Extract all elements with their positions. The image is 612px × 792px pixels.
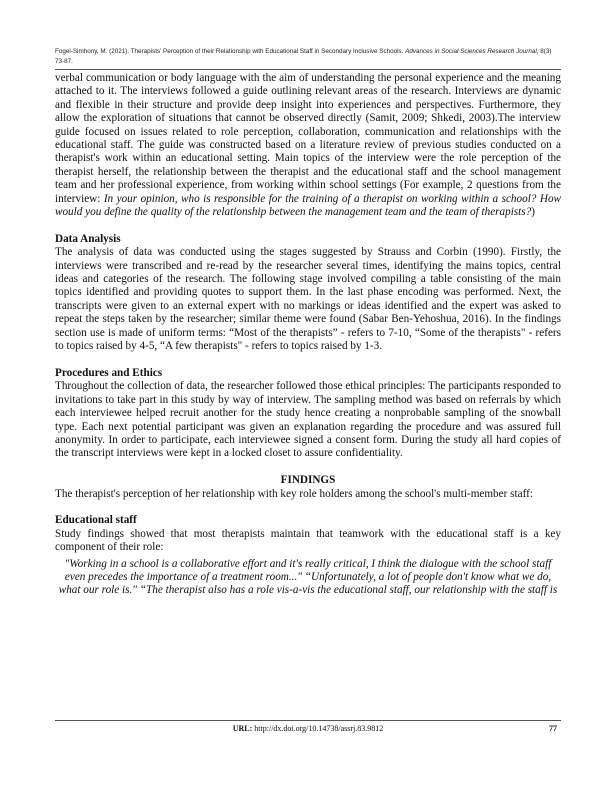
doi-link[interactable]: http://dx.doi.org/10.14738/assrj.83.9812 — [252, 724, 384, 733]
body-text — [55, 72, 561, 598]
heading-findings: FINDINGS — [280, 474, 336, 487]
running-head-citation — [55, 47, 561, 66]
procedures-paragraph: Throughout the collection of data, the researcher followed those ethical principles: The participants responded to invitations to take part in this study by way of interview. The sampling method was based on referrals by which each interviewee helped recruit another for the study hence creating a nonprobable sampling of the snowball type. Each next potential participant was given an explanation regarding the procedure and was assured full anonymity. In order to participate, each interviewee signed a consent form. During the study all hard copies of the transcript interviews were kept in a locked closet to assure confidentiality. — [55, 380, 561, 460]
intro-text: verbal communication or body language with the aim of understanding the personal experience and the meaning attached to it. The interviews followed a guide outlining relevant areas of the research. Interviews are dynamic and flexible in their structure and provide deep insight into experiences and perspectives. Furthermore, they allow the exploration of situations that cannot be observed directly (Samit, 2009; Shkedi, 2003).The interview guide focused on issues related to role perception, collaboration, communication and relationships with the educational staff. The guide was constructed based on a literature review of previous studies conducted on a therapist's work within an educational setting. Main topics of the interview were the role perception of the therapist herself, the relationship between the therapist and the educational staff and the school management team and her professional experience, from working within school settings (For example, 2 questions from the interview: — [55, 72, 561, 205]
url-label: URL: — [232, 724, 253, 733]
intro-tail: ) — [531, 206, 535, 219]
intro-paragraph — [55, 72, 561, 219]
page-number: 77 — [549, 724, 557, 733]
header-rule — [55, 69, 561, 70]
heading-data-analysis: Data Analysis — [55, 232, 121, 245]
spacer — [55, 461, 561, 474]
data-analysis-paragraph: The analysis of data was conducted using the stages suggested by Strauss and Corbin (1990). Firstly, the interviews were transcribed and re-read by the researcher several times, identifying the mains topics, central ideas and categories of the research. The following stage involved compiling a table consisting of the main topics identified and providing quotes to support them. In the last phase encoding was performed. Next, the transcripts were given to an external expert with no markings or ideas identified and the expert was asked to repeat the steps taken by the researcher; similar theme were found (Sabar Ben-Yehoshua, 2016). In the findings section use is made of uniform terms: “Most of the therapists” - refers to 7-10, “Some of the therapists" - refers to topics raised by 4-5, “A few therapists" - refers to topics raised by 1-3. — [55, 246, 561, 353]
footer-url[interactable] — [55, 724, 561, 734]
educational-staff-paragraph: Study findings showed that most therapists maintain that teamwork with the educational staff is a key component of their role: — [55, 527, 561, 554]
spacer — [55, 219, 561, 232]
block-quote: "Working in a school is a collaborative effort and it's really critical, I think the dialogue with the school staff even precedes the importance of a treatment room..." “Unfortunately, a lot of people don't know what we do, what our role is." “The therapist also has a role vis-a-vis the educational staff, our relationship with the staff is — [58, 557, 558, 597]
spacer — [55, 354, 561, 367]
heading-educational-staff: Educational staff — [55, 514, 137, 527]
citation-text: Fogel-Simhony, M. (2021). Therapists' Perception of their Relationship with Educational Staff in Secondary Inclusive Schools. — [55, 48, 406, 55]
findings-paragraph: The therapist's perception of her relationship with key role holders among the school's multi-member staff: — [55, 487, 533, 500]
heading-procedures-ethics: Procedures and Ethics — [55, 366, 163, 379]
spacer — [55, 501, 561, 514]
interview-questions: In your opinion, who is responsible for the training of a therapist on working within a school? How would you define the quality of the relationship between the management team and the team of therapists? — [55, 192, 561, 219]
journal-name: Advances in Social Sciences Research Journal — [405, 48, 537, 55]
citation-volume: , 8(3) 73-87. — [55, 48, 552, 65]
footer-rule — [55, 720, 561, 721]
